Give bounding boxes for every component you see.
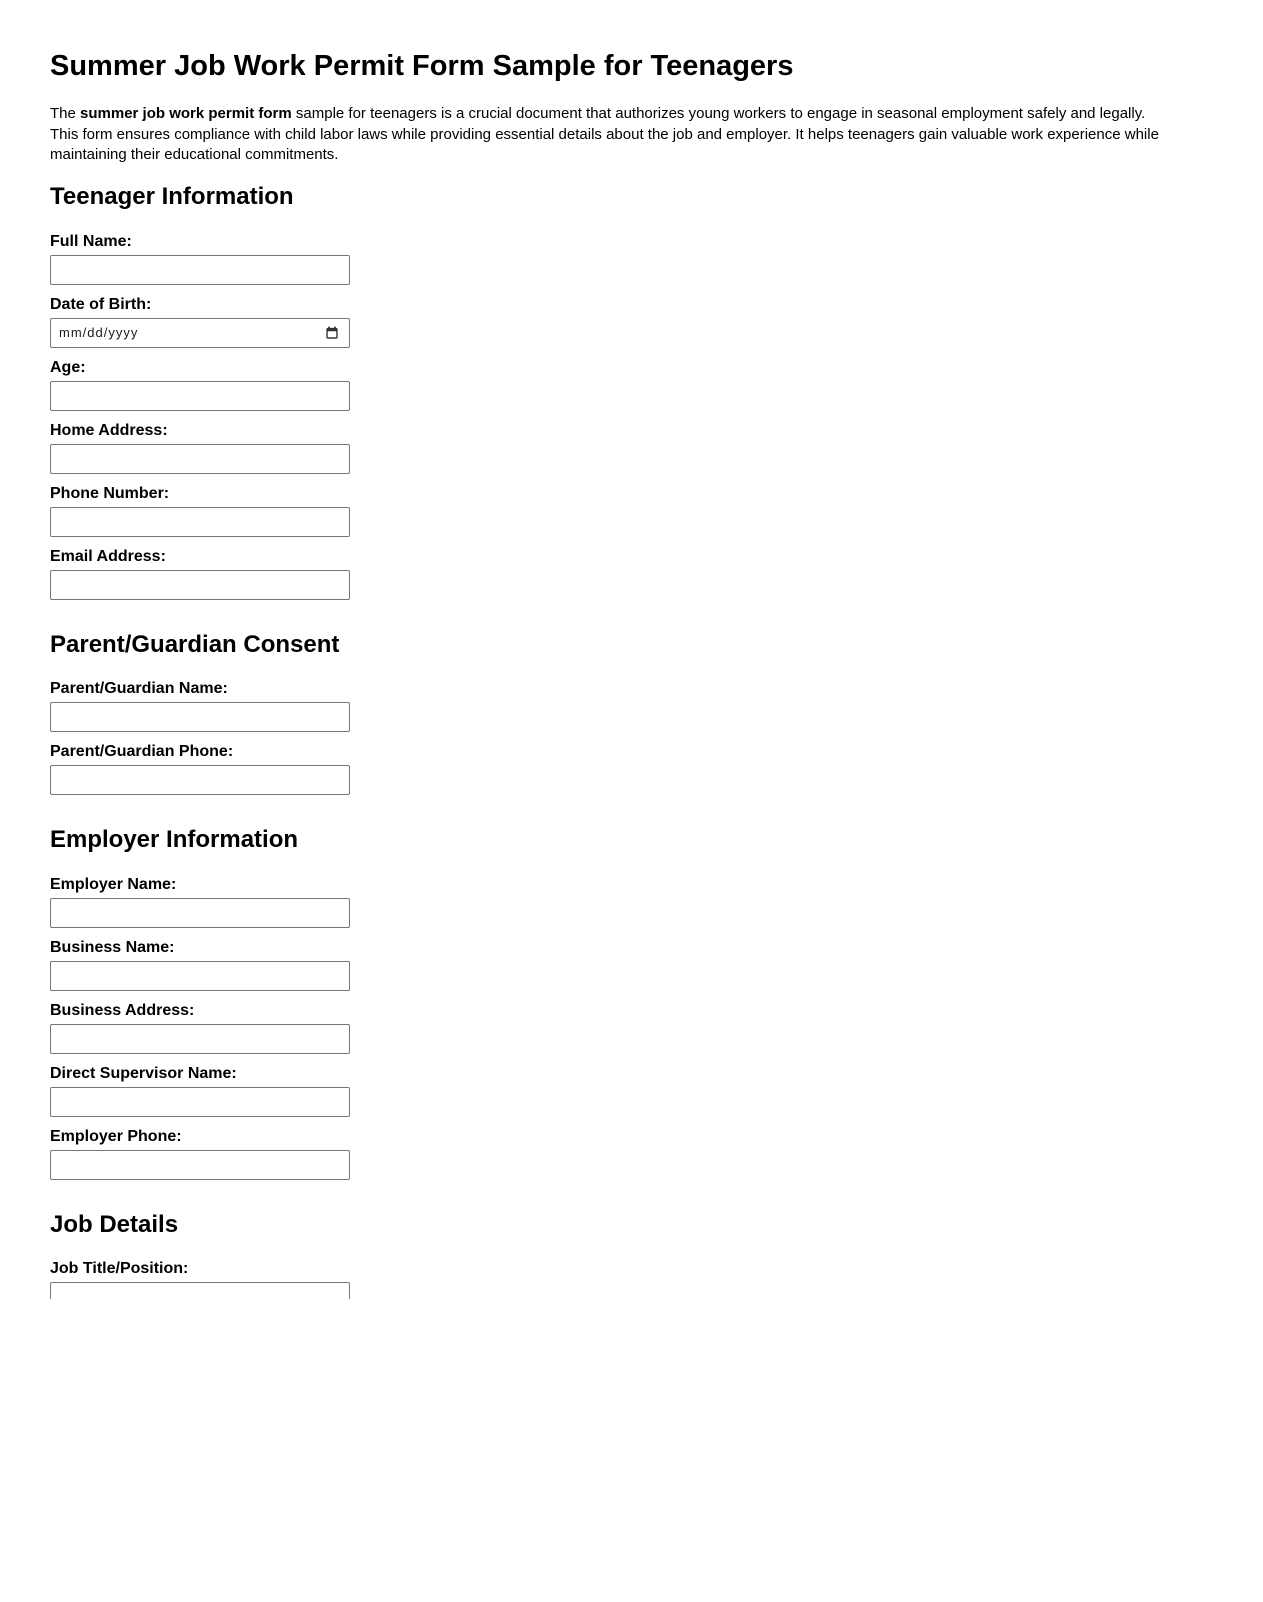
field-parent-guardian-name: [50, 680, 1168, 732]
field-date-of-birth: [50, 296, 1168, 348]
parent-guardian-phone-label: Parent/Guardian Phone:: [50, 743, 234, 761]
field-email-address: [50, 548, 1168, 600]
business-address-label: Business Address:: [50, 1001, 195, 1019]
parent-guardian-name-input[interactable]: [50, 702, 350, 732]
page-title: Summer Job Work Permit Form Sample for Teenagers: [50, 50, 794, 82]
field-employer-phone: [50, 1128, 1168, 1180]
employer-phone-label: Employer Phone:: [50, 1127, 182, 1145]
job-title-position-input[interactable]: [50, 1282, 350, 1299]
business-name-label: Business Name:: [50, 938, 175, 956]
calendar-icon[interactable]: [325, 326, 339, 340]
full-name-label: Full Name:: [50, 232, 132, 250]
field-phone-number: [50, 485, 1168, 537]
home-address-input[interactable]: [50, 444, 350, 474]
intro-bold-text: summer job work permit form: [80, 105, 292, 123]
intro-paragraph: [50, 104, 1168, 166]
date-placeholder: mm/dd/yyyy: [59, 325, 139, 341]
home-address-label: Home Address:: [50, 421, 168, 439]
field-business-name: [50, 939, 1168, 991]
employer-name-input[interactable]: [50, 898, 350, 928]
field-home-address: [50, 422, 1168, 474]
email-address-input[interactable]: [50, 570, 350, 600]
field-business-address: [50, 1002, 1168, 1054]
email-address-label: Email Address:: [50, 547, 166, 565]
field-employer-name: [50, 876, 1168, 928]
parent-guardian-name-label: Parent/Guardian Name:: [50, 680, 228, 698]
job-title-position-label: Job Title/Position:: [50, 1260, 189, 1278]
section-title-teenager-information: Teenager Information: [50, 182, 294, 210]
employer-name-label: Employer Name:: [50, 875, 177, 893]
field-parent-guardian-phone: [50, 743, 1168, 795]
section-title-job-details: Job Details: [50, 1210, 179, 1238]
direct-supervisor-name-label: Direct Supervisor Name:: [50, 1064, 237, 1082]
field-full-name: [50, 233, 1168, 285]
date-of-birth-label: Date of Birth:: [50, 295, 152, 313]
phone-number-label: Phone Number:: [50, 484, 170, 502]
section-title-employer-information: Employer Information: [50, 826, 299, 854]
age-label: Age:: [50, 358, 86, 376]
employer-phone-input[interactable]: [50, 1150, 350, 1180]
field-job-title-position: [50, 1260, 1168, 1299]
field-age: [50, 359, 1168, 411]
intro-text-start: The: [50, 105, 81, 123]
business-name-input[interactable]: [50, 961, 350, 991]
intro-text-rest: sample for teenagers is a crucial document that authorizes young workers to engage in seasonal employment safely and legally. This form ensures compliance with child labor laws while providing essential details about the job and employer. It helps teenagers gain valuable work experience while maintaining their educational commitments.: [50, 105, 1159, 164]
business-address-input[interactable]: [50, 1024, 350, 1054]
field-direct-supervisor-name: [50, 1065, 1168, 1117]
phone-number-input[interactable]: [50, 507, 350, 537]
age-input[interactable]: [50, 381, 350, 411]
section-title-parent-guardian-consent: Parent/Guardian Consent: [50, 630, 340, 658]
direct-supervisor-name-input[interactable]: [50, 1087, 350, 1117]
full-name-input[interactable]: [50, 255, 350, 285]
date-of-birth-input[interactable]: [50, 318, 350, 348]
parent-guardian-phone-input[interactable]: [50, 765, 350, 795]
